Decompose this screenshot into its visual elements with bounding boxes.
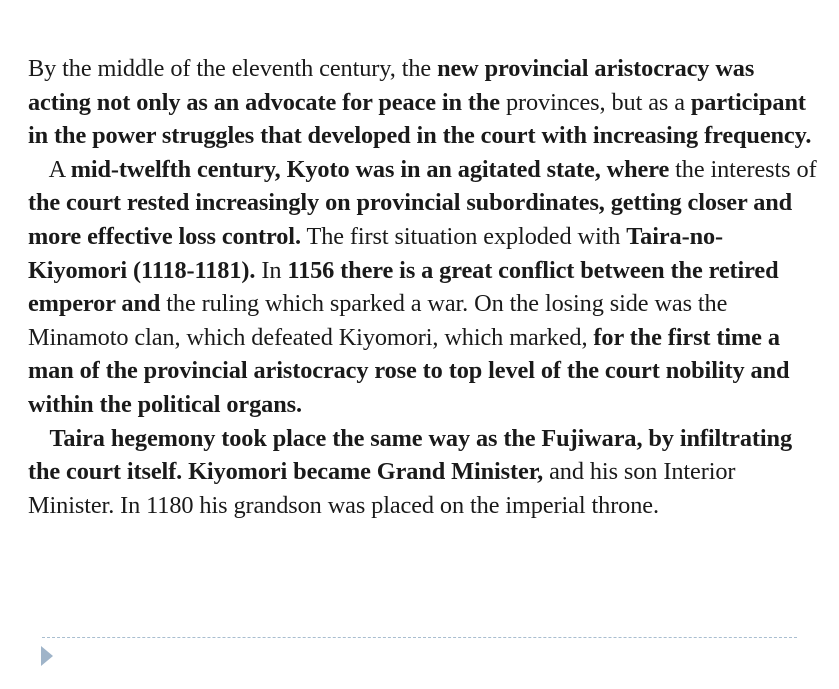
run-1-4: participant in the power struggles that developed in the court with increasing frequency.	[28, 88, 812, 150]
run-2-2: mid-twelfth century, Kyoto was in an agitated state, where	[70, 155, 670, 183]
run-2-7: In	[255, 256, 288, 284]
paragraph-1	[28, 52, 818, 153]
footer-divider	[42, 637, 797, 638]
run-2-1: A	[44, 155, 71, 183]
run-1-2: new provincial aristocracy was acting not only as an advocate for peace in the	[28, 55, 755, 116]
run-2-3: the interests of	[669, 155, 817, 183]
run-1-1: By the middle of the eleventh century, the	[28, 55, 438, 82]
run-2-10: for the first time a man of the provincial aristocracy rose to top level of the court nobility and within the political organs.	[28, 323, 790, 418]
run-2-4: the court rested increasingly on provincial subordinates, getting closer and more effective loss control.	[28, 189, 793, 250]
run-2-8: 1156 there is a great conflict between the retired emperor and	[28, 256, 779, 318]
run-2-5: The first situation exploded with	[300, 222, 627, 250]
run-3-2: and his son Interior Minister. In 1180 his grandson was placed on the imperial throne.	[28, 458, 736, 519]
run-2-9: the ruling which sparked a war. On the losing side was the Minamoto clan, which defeated Kiyomori, which marked,	[28, 290, 728, 351]
slide-body	[28, 52, 818, 522]
paragraph-2	[28, 153, 818, 422]
triangle-right-icon	[41, 646, 53, 666]
run-3-1: Taira hegemony took place the same way as the Fujiwara, by infiltrating the court itself. Kiyomori became Grand Minister,	[28, 424, 793, 486]
run-1-3: provinces, but as a	[500, 88, 691, 116]
paragraph-3	[28, 422, 818, 523]
run-2-6: Taira-no-Kiyomori (1118-1181).	[28, 222, 724, 284]
